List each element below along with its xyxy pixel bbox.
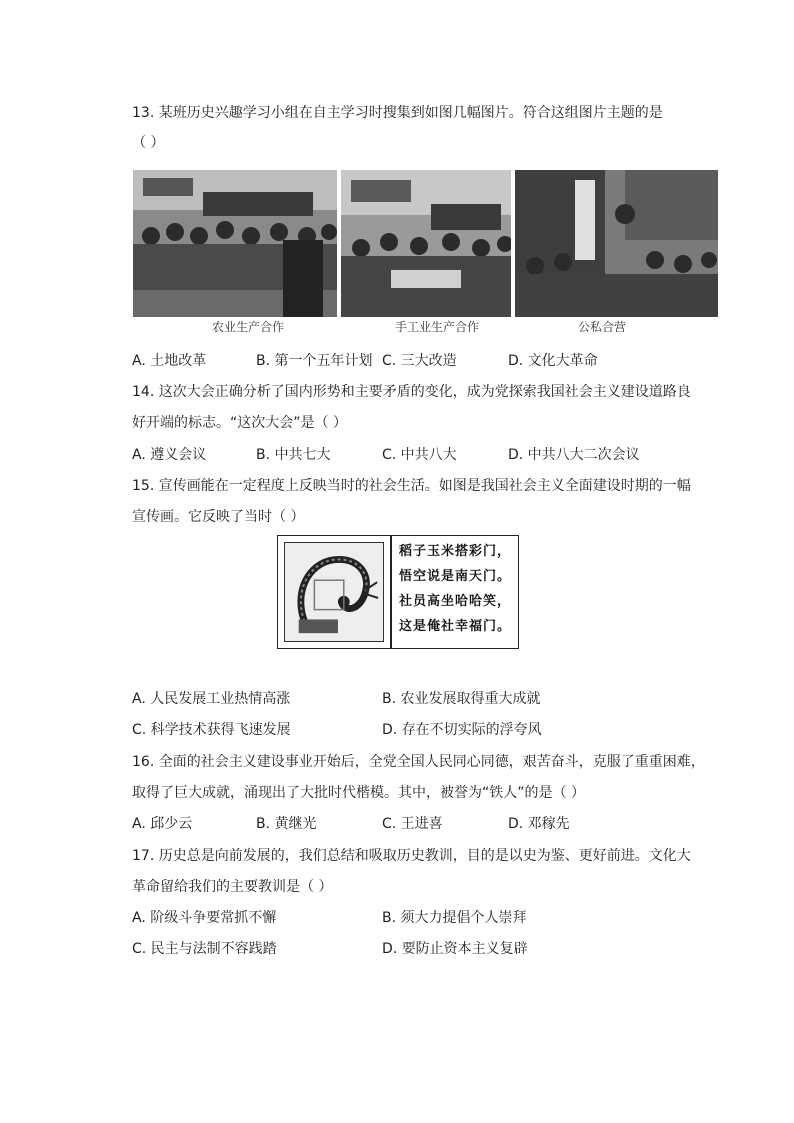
q13-option-c[interactable]: C. 三大改造 — [382, 353, 457, 369]
q14-stem-line1: 14. 这次大会正确分析了国内形势和主要矛盾的变化，成为党探索我国社会主义建设道路良 — [132, 384, 691, 400]
q13-photo-group — [133, 170, 718, 317]
q16-option-a[interactable]: A. 邱少云 — [132, 816, 193, 832]
q17-option-a[interactable]: A. 阶级斗争要常抓不懈 — [132, 910, 277, 926]
q15-option-c[interactable]: C. 科学技术获得飞速发展 — [132, 722, 291, 738]
q16-stem-line1: 16. 全面的社会主义建设事业开始后，全党全国人民同心同德，艰苦奋斗，克服了重重困难， — [132, 754, 705, 770]
q14-option-b[interactable]: B. 中共七大 — [256, 447, 331, 463]
q17-stem-line1: 17. 历史总是向前发展的，我们总结和吸取历史教训，目的是以史为鉴、更好前进。文化大 — [132, 848, 691, 864]
q16-option-b[interactable]: B. 黄继光 — [256, 816, 317, 832]
q17-stem-line2: 革命留给我们的主要教训是（ ） — [132, 879, 333, 895]
q13-stem-line1: 13. 某班历史兴趣学习小组在自主学习时搜集到如图几幅图片。符合这组图片主题的是 — [132, 105, 663, 121]
q14-option-d[interactable]: D. 中共八大二次会议 — [508, 447, 640, 463]
poster-verse-line1: 稻子玉米搭彩门， — [399, 544, 512, 559]
public-private-joint-operation-photo — [515, 170, 718, 317]
q13-caption-handicraft: 手工业生产合作 — [395, 320, 480, 334]
poster-verse-line2: 悟空说是南天门。 — [399, 569, 512, 584]
q15-stem-line1: 15. 宣传画能在一定程度上反映当时的社会生活。如图是我国社会主义全面建设时期的一幅 — [132, 478, 691, 494]
q17-option-b[interactable]: B. 须大力提倡个人崇拜 — [382, 910, 527, 926]
poster-verse-line4: 这是俺社幸福门。 — [399, 619, 512, 634]
handicraft-cooperation-photo — [341, 170, 511, 317]
q13-option-b[interactable]: B. 第一个五年计划 — [256, 353, 373, 369]
q13-option-a[interactable]: A. 土地改革 — [132, 353, 207, 369]
q14-option-a[interactable]: A. 遵义会议 — [132, 447, 207, 463]
q15-stem-line2: 宣传画。它反映了当时（ ） — [132, 509, 305, 525]
agriculture-cooperation-photo — [133, 170, 337, 317]
q16-option-c[interactable]: C. 王进喜 — [382, 816, 443, 832]
q13-option-d[interactable]: D. 文化大革命 — [508, 353, 598, 369]
poster-verse-line3: 社员高坐哈哈笑， — [399, 594, 512, 609]
q14-option-c[interactable]: C. 中共八大 — [382, 447, 457, 463]
q17-option-d[interactable]: D. 要防止资本主义复辟 — [382, 941, 528, 957]
q13-caption-agriculture: 农业生产合作 — [212, 320, 285, 334]
q13-stem-line2: （ ） — [132, 135, 165, 151]
q17-option-c[interactable]: C. 民主与法制不容践踏 — [132, 941, 277, 957]
q16-option-d[interactable]: D. 邓稼先 — [508, 816, 570, 832]
q15-option-d[interactable]: D. 存在不切实际的浮夸风 — [382, 722, 542, 738]
poster-divider — [390, 536, 392, 648]
q14-stem-line2: 好开端的标志。“这次大会”是（ ） — [132, 415, 347, 431]
propaganda-poster — [277, 535, 519, 649]
q13-caption-joint-operation: 公私合营 — [578, 320, 627, 334]
q15-option-a[interactable]: A. 人民发展工业热情高涨 — [132, 691, 291, 707]
q15-option-b[interactable]: B. 农业发展取得重大成就 — [382, 691, 541, 707]
q16-stem-line2: 取得了巨大成就，涌现出了大批时代楷模。其中，被誉为“铁人”的是（ ） — [132, 785, 585, 801]
poster-dragon-illustration — [284, 542, 384, 642]
